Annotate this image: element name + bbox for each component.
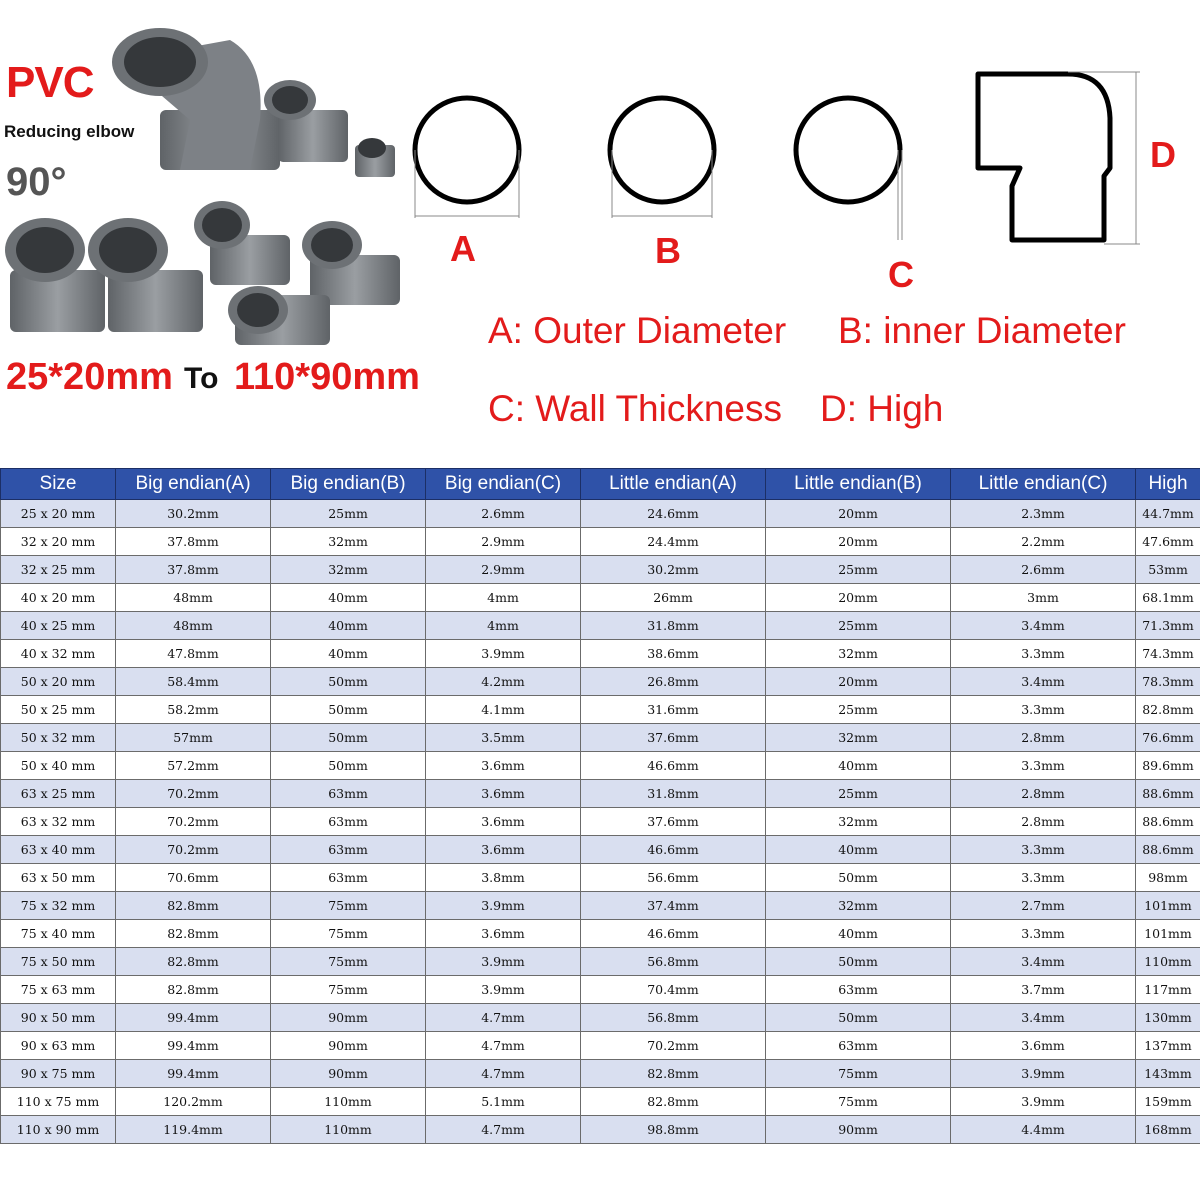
table-cell-little-a: 56.8mm: [581, 948, 766, 976]
table-cell-little-b: 20mm: [766, 668, 951, 696]
table-cell-size: 75 x 50 mm: [1, 948, 116, 976]
table-row: [1, 640, 1200, 668]
table-cell-high: 168mm: [1136, 1116, 1200, 1144]
table-cell-size: 50 x 20 mm: [1, 668, 116, 696]
table-cell-high: 89.6mm: [1136, 752, 1200, 780]
table-row: [1, 948, 1200, 976]
table-cell-high: 143mm: [1136, 1060, 1200, 1088]
table-cell-little-b: 25mm: [766, 696, 951, 724]
table-cell-size: 63 x 25 mm: [1, 780, 116, 808]
table-cell-big-c: 3.6mm: [426, 808, 581, 836]
table-cell-big-b: 32mm: [271, 556, 426, 584]
table-cell-little-b: 90mm: [766, 1116, 951, 1144]
table-cell-size: 75 x 40 mm: [1, 920, 116, 948]
table-cell-little-c: 3.3mm: [951, 836, 1136, 864]
legend-inner-diameter: B: inner Diameter: [838, 310, 1126, 351]
table-cell-high: 101mm: [1136, 892, 1200, 920]
table-cell-little-c: 3.9mm: [951, 1088, 1136, 1116]
table-row: [1, 612, 1200, 640]
table-row: [1, 584, 1200, 612]
table-cell-little-b: 25mm: [766, 612, 951, 640]
table-cell-little-c: 3.3mm: [951, 864, 1136, 892]
table-cell-big-c: 3.9mm: [426, 892, 581, 920]
table-cell-big-a: 82.8mm: [116, 948, 271, 976]
table-cell-big-a: 119.4mm: [116, 1116, 271, 1144]
table-cell-little-c: 2.8mm: [951, 808, 1136, 836]
column-header-big-c: Big endian(C): [426, 469, 581, 500]
table-cell-little-c: 2.8mm: [951, 780, 1136, 808]
table-cell-little-c: 2.8mm: [951, 724, 1136, 752]
table-row: [1, 500, 1200, 528]
table-cell-little-b: 75mm: [766, 1088, 951, 1116]
table-row: [1, 752, 1200, 780]
legend-high: D: High: [820, 388, 944, 429]
elbow-height-diagram: [968, 68, 1148, 248]
table-cell-big-c: 5.1mm: [426, 1088, 581, 1116]
brand-title: PVC: [6, 58, 94, 107]
table-row: [1, 1060, 1200, 1088]
table-row: [1, 1032, 1200, 1060]
inner-diameter-diagram: [600, 90, 730, 220]
table-row: [1, 808, 1200, 836]
table-cell-high: 88.6mm: [1136, 808, 1200, 836]
angle-label: 90°: [6, 160, 67, 204]
table-cell-little-c: 3.3mm: [951, 752, 1136, 780]
table-cell-high: 71.3mm: [1136, 612, 1200, 640]
table-cell-size: 32 x 25 mm: [1, 556, 116, 584]
table-cell-little-b: 20mm: [766, 500, 951, 528]
table-cell-big-b: 75mm: [271, 948, 426, 976]
table-cell-little-b: 32mm: [766, 808, 951, 836]
table-cell-little-c: 3.3mm: [951, 696, 1136, 724]
table-cell-big-a: 58.2mm: [116, 696, 271, 724]
table-cell-big-b: 110mm: [271, 1116, 426, 1144]
table-cell-little-b: 40mm: [766, 920, 951, 948]
table-cell-little-c: 3.4mm: [951, 948, 1136, 976]
table-cell-little-a: 26.8mm: [581, 668, 766, 696]
table-cell-little-b: 40mm: [766, 836, 951, 864]
column-header-size: Size: [1, 469, 116, 500]
table-cell-big-a: 58.4mm: [116, 668, 271, 696]
table-cell-little-a: 82.8mm: [581, 1088, 766, 1116]
table-cell-big-b: 50mm: [271, 668, 426, 696]
table-cell-little-c: 3.4mm: [951, 1004, 1136, 1032]
table-cell-little-b: 32mm: [766, 640, 951, 668]
table-cell-little-c: 3mm: [951, 584, 1136, 612]
table-cell-little-c: 2.2mm: [951, 528, 1136, 556]
table-cell-high: 101mm: [1136, 920, 1200, 948]
table-cell-little-c: 3.3mm: [951, 640, 1136, 668]
size-range-to-word: To: [184, 362, 219, 395]
table-cell-high: 88.6mm: [1136, 836, 1200, 864]
table-cell-big-b: 32mm: [271, 528, 426, 556]
table-cell-big-b: 40mm: [271, 640, 426, 668]
table-cell-little-a: 24.6mm: [581, 500, 766, 528]
table-cell-size: 90 x 63 mm: [1, 1032, 116, 1060]
table-cell-little-c: 3.4mm: [951, 668, 1136, 696]
table-cell-high: 74.3mm: [1136, 640, 1200, 668]
legend-outer-diameter: A: Outer Diameter: [488, 310, 787, 351]
table-cell-little-a: 37.4mm: [581, 892, 766, 920]
table-cell-size: 32 x 20 mm: [1, 528, 116, 556]
table-cell-big-b: 75mm: [271, 892, 426, 920]
table-cell-little-b: 32mm: [766, 892, 951, 920]
size-spec-table: [0, 468, 1200, 1144]
table-cell-size: 40 x 32 mm: [1, 640, 116, 668]
table-row: [1, 1116, 1200, 1144]
table-cell-little-c: 3.4mm: [951, 612, 1136, 640]
table-cell-high: 44.7mm: [1136, 500, 1200, 528]
table-cell-little-a: 70.2mm: [581, 1032, 766, 1060]
diagram-label-c: C: [888, 254, 914, 295]
table-row: [1, 836, 1200, 864]
diagram-label-d: D: [1150, 134, 1176, 175]
table-cell-big-a: 57.2mm: [116, 752, 271, 780]
table-cell-big-b: 63mm: [271, 836, 426, 864]
table-cell-little-b: 40mm: [766, 752, 951, 780]
column-header-big-b: Big endian(B): [271, 469, 426, 500]
table-cell-big-c: 3.9mm: [426, 976, 581, 1004]
table-cell-little-c: 3.7mm: [951, 976, 1136, 1004]
table-row: [1, 920, 1200, 948]
outer-diameter-diagram: [405, 90, 535, 220]
table-cell-size: 63 x 40 mm: [1, 836, 116, 864]
table-cell-size: 50 x 40 mm: [1, 752, 116, 780]
table-cell-big-a: 82.8mm: [116, 976, 271, 1004]
table-cell-size: 110 x 90 mm: [1, 1116, 116, 1144]
column-header-high: High: [1136, 469, 1200, 500]
table-cell-big-b: 25mm: [271, 500, 426, 528]
table-cell-little-b: 75mm: [766, 1060, 951, 1088]
table-header-row: [1, 469, 1200, 500]
table-cell-big-a: 70.2mm: [116, 836, 271, 864]
table-cell-big-b: 110mm: [271, 1088, 426, 1116]
table-cell-big-c: 3.9mm: [426, 640, 581, 668]
table-cell-high: 82.8mm: [1136, 696, 1200, 724]
table-cell-little-a: 31.6mm: [581, 696, 766, 724]
table-cell-little-a: 31.8mm: [581, 612, 766, 640]
table-cell-big-c: 3.8mm: [426, 864, 581, 892]
table-cell-big-b: 40mm: [271, 584, 426, 612]
table-cell-little-a: 37.6mm: [581, 808, 766, 836]
table-cell-size: 90 x 50 mm: [1, 1004, 116, 1032]
table-cell-little-a: 82.8mm: [581, 1060, 766, 1088]
diagram-label-b: B: [655, 230, 681, 271]
table-cell-little-a: 70.4mm: [581, 976, 766, 1004]
table-cell-big-b: 50mm: [271, 696, 426, 724]
table-cell-big-a: 82.8mm: [116, 920, 271, 948]
table-row: [1, 1004, 1200, 1032]
table-cell-big-a: 99.4mm: [116, 1004, 271, 1032]
legend-wall-thickness: C: Wall Thickness: [488, 388, 783, 429]
table-cell-high: 130mm: [1136, 1004, 1200, 1032]
table-cell-high: 110mm: [1136, 948, 1200, 976]
table-cell-big-b: 90mm: [271, 1060, 426, 1088]
table-cell-little-a: 30.2mm: [581, 556, 766, 584]
table-cell-big-c: 3.9mm: [426, 948, 581, 976]
table-cell-big-b: 63mm: [271, 808, 426, 836]
column-header-little-a: Little endian(A): [581, 469, 766, 500]
size-range-from: 25*20mm: [6, 356, 173, 398]
table-cell-size: 40 x 25 mm: [1, 612, 116, 640]
table-cell-high: 159mm: [1136, 1088, 1200, 1116]
table-cell-high: 88.6mm: [1136, 780, 1200, 808]
table-cell-high: 98mm: [1136, 864, 1200, 892]
table-cell-little-c: 2.7mm: [951, 892, 1136, 920]
table-cell-big-a: 99.4mm: [116, 1032, 271, 1060]
table-cell-big-a: 47.8mm: [116, 640, 271, 668]
table-cell-size: 50 x 25 mm: [1, 696, 116, 724]
table-row: [1, 780, 1200, 808]
table-cell-big-b: 75mm: [271, 920, 426, 948]
table-cell-size: 110 x 75 mm: [1, 1088, 116, 1116]
table-row: [1, 1088, 1200, 1116]
table-cell-little-a: 46.6mm: [581, 752, 766, 780]
table-row: [1, 696, 1200, 724]
table-cell-big-c: 3.6mm: [426, 836, 581, 864]
table-cell-little-a: 56.8mm: [581, 1004, 766, 1032]
table-cell-big-c: 4.7mm: [426, 1116, 581, 1144]
table-cell-little-c: 4.4mm: [951, 1116, 1136, 1144]
table-cell-little-b: 63mm: [766, 976, 951, 1004]
table-cell-big-b: 75mm: [271, 976, 426, 1004]
table-cell-size: 90 x 75 mm: [1, 1060, 116, 1088]
table-cell-little-a: 98.8mm: [581, 1116, 766, 1144]
table-cell-big-c: 3.6mm: [426, 780, 581, 808]
table-cell-big-c: 4.7mm: [426, 1032, 581, 1060]
diagram-label-a: A: [450, 228, 476, 269]
table-cell-big-c: 3.6mm: [426, 920, 581, 948]
table-cell-big-b: 90mm: [271, 1004, 426, 1032]
table-cell-big-a: 99.4mm: [116, 1060, 271, 1088]
table-cell-size: 63 x 32 mm: [1, 808, 116, 836]
table-cell-size: 25 x 20 mm: [1, 500, 116, 528]
table-cell-big-b: 90mm: [271, 1032, 426, 1060]
table-cell-big-a: 70.6mm: [116, 864, 271, 892]
table-cell-big-b: 50mm: [271, 724, 426, 752]
table-cell-big-b: 63mm: [271, 864, 426, 892]
table-cell-little-b: 50mm: [766, 948, 951, 976]
table-cell-little-a: 38.6mm: [581, 640, 766, 668]
table-cell-size: 63 x 50 mm: [1, 864, 116, 892]
table-cell-high: 68.1mm: [1136, 584, 1200, 612]
table-cell-little-b: 50mm: [766, 1004, 951, 1032]
table-cell-little-b: 25mm: [766, 780, 951, 808]
wall-thickness-diagram: [788, 90, 918, 250]
table-cell-size: 40 x 20 mm: [1, 584, 116, 612]
table-cell-little-a: 31.8mm: [581, 780, 766, 808]
table-cell-high: 117mm: [1136, 976, 1200, 1004]
table-cell-big-a: 120.2mm: [116, 1088, 271, 1116]
table-cell-big-c: 4.2mm: [426, 668, 581, 696]
table-cell-little-b: 20mm: [766, 528, 951, 556]
table-cell-big-b: 40mm: [271, 612, 426, 640]
size-range-to: 110*90mm: [234, 356, 420, 398]
table-cell-little-c: 3.6mm: [951, 1032, 1136, 1060]
table-row: [1, 724, 1200, 752]
table-row: [1, 892, 1200, 920]
table-cell-big-c: 4mm: [426, 612, 581, 640]
table-cell-high: 76.6mm: [1136, 724, 1200, 752]
table-cell-big-c: 3.5mm: [426, 724, 581, 752]
table-cell-little-a: 56.6mm: [581, 864, 766, 892]
table-cell-little-b: 25mm: [766, 556, 951, 584]
table-cell-big-b: 63mm: [271, 780, 426, 808]
table-cell-little-c: 2.3mm: [951, 500, 1136, 528]
table-cell-big-c: 4.7mm: [426, 1060, 581, 1088]
table-cell-big-c: 3.6mm: [426, 752, 581, 780]
table-cell-high: 53mm: [1136, 556, 1200, 584]
table-cell-big-a: 57mm: [116, 724, 271, 752]
table-cell-big-c: 2.9mm: [426, 528, 581, 556]
table-row: [1, 668, 1200, 696]
table-cell-big-a: 48mm: [116, 612, 271, 640]
table-row: [1, 528, 1200, 556]
table-cell-big-a: 30.2mm: [116, 500, 271, 528]
table-cell-little-c: 3.3mm: [951, 920, 1136, 948]
table-cell-little-a: 26mm: [581, 584, 766, 612]
product-subtitle: Reducing elbow: [4, 122, 135, 141]
table-row: [1, 556, 1200, 584]
table-cell-little-a: 46.6mm: [581, 920, 766, 948]
table-cell-size: 50 x 32 mm: [1, 724, 116, 752]
table-cell-big-c: 2.9mm: [426, 556, 581, 584]
table-cell-little-a: 37.6mm: [581, 724, 766, 752]
table-cell-little-b: 20mm: [766, 584, 951, 612]
table-cell-little-a: 24.4mm: [581, 528, 766, 556]
table-cell-high: 78.3mm: [1136, 668, 1200, 696]
table-cell-little-b: 50mm: [766, 864, 951, 892]
column-header-big-a: Big endian(A): [116, 469, 271, 500]
table-cell-big-a: 48mm: [116, 584, 271, 612]
table-cell-little-c: 3.9mm: [951, 1060, 1136, 1088]
table-cell-little-b: 32mm: [766, 724, 951, 752]
table-cell-big-a: 70.2mm: [116, 780, 271, 808]
table-cell-big-a: 37.8mm: [116, 556, 271, 584]
table-cell-high: 47.6mm: [1136, 528, 1200, 556]
table-cell-big-a: 37.8mm: [116, 528, 271, 556]
table-cell-little-a: 46.6mm: [581, 836, 766, 864]
table-cell-big-c: 2.6mm: [426, 500, 581, 528]
table-cell-big-c: 4.1mm: [426, 696, 581, 724]
table-cell-size: 75 x 63 mm: [1, 976, 116, 1004]
column-header-little-b: Little endian(B): [766, 469, 951, 500]
table-cell-big-c: 4.7mm: [426, 1004, 581, 1032]
table-cell-big-c: 4mm: [426, 584, 581, 612]
table-cell-little-c: 2.6mm: [951, 556, 1136, 584]
table-cell-big-a: 82.8mm: [116, 892, 271, 920]
table-cell-big-b: 50mm: [271, 752, 426, 780]
table-cell-big-a: 70.2mm: [116, 808, 271, 836]
column-header-little-c: Little endian(C): [951, 469, 1136, 500]
table-cell-little-b: 63mm: [766, 1032, 951, 1060]
table-cell-high: 137mm: [1136, 1032, 1200, 1060]
table-cell-size: 75 x 32 mm: [1, 892, 116, 920]
table-row: [1, 976, 1200, 1004]
table-row: [1, 864, 1200, 892]
